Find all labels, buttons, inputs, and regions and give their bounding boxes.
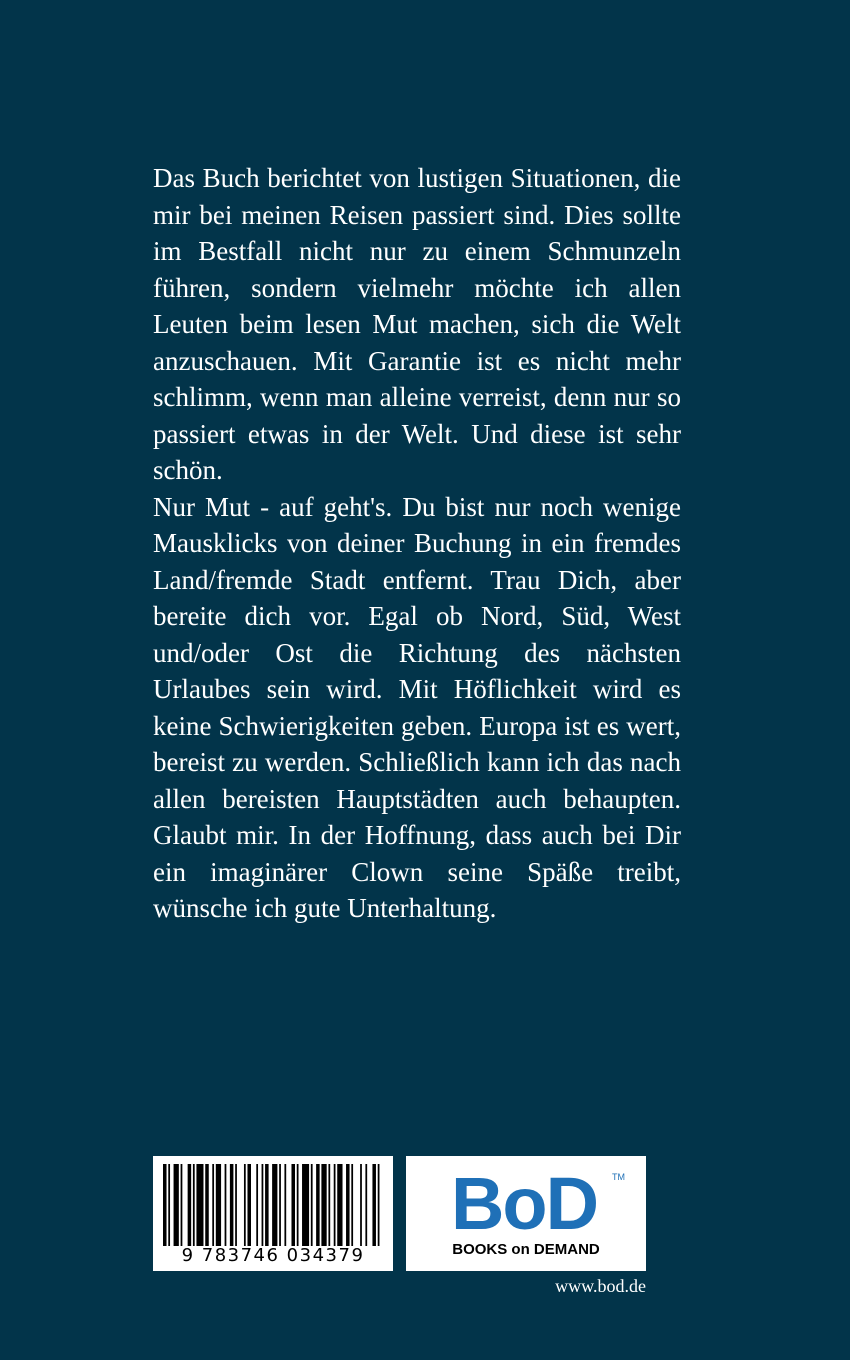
barcode-bar (279, 1164, 281, 1246)
barcode-bar (316, 1164, 320, 1246)
barcode-bar (247, 1164, 251, 1246)
barcode-bar (262, 1164, 264, 1246)
barcode-bar (337, 1164, 342, 1246)
barcode-bar (328, 1164, 330, 1246)
barcode-bar (351, 1164, 353, 1246)
barcode-bar (297, 1164, 299, 1246)
barcode-bar (365, 1164, 367, 1246)
barcode-bar (378, 1164, 380, 1246)
barcode-bar (372, 1164, 376, 1246)
back-cover-blurb (153, 160, 681, 927)
barcode-bar (193, 1164, 195, 1246)
barcode-bar (174, 1164, 179, 1246)
barcode-bar (188, 1164, 192, 1246)
barcode-bar (272, 1164, 277, 1246)
barcode-bar (181, 1164, 183, 1246)
bod-trademark: TM (612, 1172, 625, 1182)
barcode-bar (321, 1164, 326, 1246)
barcode-bar (302, 1164, 309, 1246)
bod-logo-text: BoD (450, 1162, 598, 1245)
barcode-bar (334, 1164, 336, 1246)
barcode-bar (205, 1164, 209, 1246)
isbn-number: 9 783746 034379 (181, 1245, 365, 1266)
barcode-bar (212, 1164, 214, 1246)
blurb-paragraph-2: Nur Mut - auf geht's. Du bist nur noch wenige Mausklicks von deiner Buchung in ein fremdes Land/fremde Stadt entfernt. Trau Dich, aber bereite dich vor. Egal ob Nord, Süd, West und/oder Ost die Richtung des nächsten Urlaubes sein wird. Mit Höflichkeit wird es keine Schwierigkeiten geben. Europa ist es wert, bereist zu werden. Schließlich kann ich das nach allen bereisten Hauptstädten auch behaupten. Glaubt mir. In der Hoffnung, dass auch bei Dir ein imaginärer Clown seine Späße treibt, wünsche ich gute Unterhaltung. (153, 491, 681, 923)
barcode-bar (265, 1164, 269, 1246)
barcode-bars-image (163, 1164, 383, 1246)
bod-tagline: BOOKS on DEMAND (452, 1241, 600, 1258)
barcode-bar (256, 1164, 258, 1246)
barcode-bar (230, 1164, 234, 1246)
barcode-bar (311, 1164, 313, 1246)
barcode-bar (196, 1164, 203, 1246)
blurb-paragraph-1: Das Buch berichtet von lustigen Situationen, die mir bei meinen Reisen passiert sind. Dies sollte im Bestfall nicht nur zu einem Schmunzeln führen, sondern vielmehr möchte ich allen Leuten beim lesen Mut machen, sich die Welt anzuschauen. Mit Garantie ist es nicht mehr schlimm, wenn man alleine verreist, denn nur so passiert etwas in der Welt. Und diese ist sehr schön. (153, 163, 681, 485)
isbn-barcode (153, 1156, 393, 1271)
barcode-bar (360, 1164, 362, 1246)
barcode-bar (225, 1164, 227, 1246)
barcode-bar (244, 1164, 246, 1246)
barcode-bar (163, 1164, 167, 1246)
barcode-bar (291, 1164, 295, 1246)
barcode-bar (346, 1164, 350, 1246)
barcode-bar (284, 1164, 286, 1246)
publisher-logo-box (406, 1156, 646, 1271)
barcode-bar (216, 1164, 221, 1246)
barcode-bar (235, 1164, 237, 1246)
publisher-website: www.bod.de (555, 1276, 646, 1296)
bod-logo-icon (406, 1156, 646, 1271)
barcode-bar (168, 1164, 170, 1246)
